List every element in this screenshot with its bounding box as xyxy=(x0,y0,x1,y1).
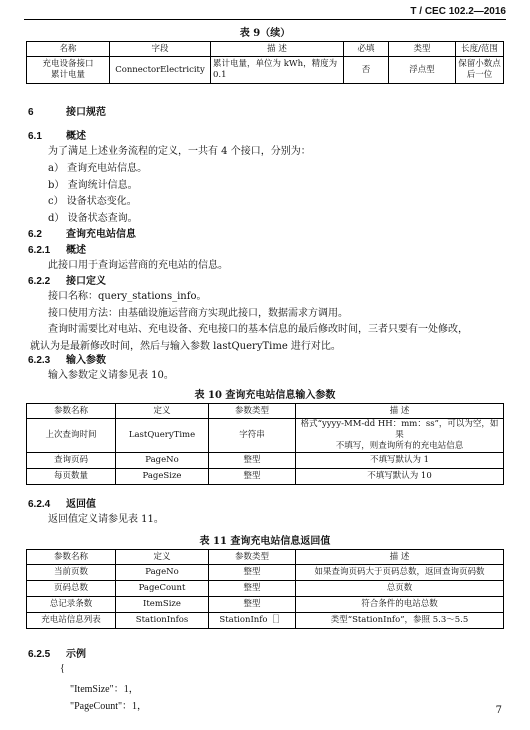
col-header: 描 述 xyxy=(211,42,344,57)
table-row xyxy=(27,453,504,469)
section-number: 6 xyxy=(28,107,34,118)
col-header: 定义 xyxy=(116,404,209,419)
cell: 字符串 xyxy=(209,419,296,453)
table-row xyxy=(27,581,504,597)
table-row xyxy=(27,565,504,581)
cell: PageNo xyxy=(116,453,209,469)
section-6-2-5-heading xyxy=(28,645,86,660)
table10-caption: 表 10 查询充电站信息输入参数 xyxy=(194,390,336,401)
paragraph: 就认为是最新修改时间，然后与输入参数 lastQueryTime 进行对比。 xyxy=(30,341,341,352)
cell: 总记录条数 xyxy=(27,597,116,613)
code-line: { xyxy=(60,663,65,674)
section-number: 6.2.4 xyxy=(28,499,51,510)
section-6-heading xyxy=(28,103,106,118)
cell: 符合条件的电站总数 xyxy=(296,597,504,613)
table10 xyxy=(26,403,504,485)
table9-caption: 表 9（续） xyxy=(239,28,291,39)
paragraph: 输入参数定义请参见表 10。 xyxy=(48,370,174,381)
col-header: 描 述 xyxy=(296,550,504,565)
section-title: 概述 xyxy=(66,245,86,256)
section-number: 6.2 xyxy=(28,229,42,240)
cell: 整型 xyxy=(209,565,296,581)
table-row xyxy=(27,57,504,84)
section-title: 接口规范 xyxy=(66,107,106,118)
section-number: 6.2.5 xyxy=(28,649,51,660)
col-header: 类型 xyxy=(389,42,456,57)
col-header: 参数名称 xyxy=(27,404,116,419)
cell: LastQueryTime xyxy=(116,419,209,453)
section-title: 概述 xyxy=(66,131,86,142)
col-header: 长度/范围 xyxy=(456,42,504,57)
section-title: 示例 xyxy=(66,649,86,660)
section-6-1-heading xyxy=(28,127,86,142)
cell: 否 xyxy=(344,57,389,84)
section-6-2-4-heading xyxy=(28,495,96,510)
section-6-2-2-heading xyxy=(28,272,106,287)
cell: 充电站信息列表 xyxy=(27,613,116,629)
cell: 类型“StationInfo”，参照 5.3～5.5 xyxy=(296,613,504,629)
section-6-2-3-heading xyxy=(28,351,106,366)
cell: StationInfos xyxy=(116,613,209,629)
cell: 上次查询时间 xyxy=(27,419,116,453)
list-item: b） 查询统计信息。 xyxy=(48,180,138,191)
col-header: 定义 xyxy=(116,550,209,565)
table11 xyxy=(26,549,504,629)
cell: 不填写默认为 1 xyxy=(296,453,504,469)
col-header: 描 述 xyxy=(296,404,504,419)
col-header: 名称 xyxy=(27,42,110,57)
section-number: 6.2.2 xyxy=(28,276,51,287)
table9 xyxy=(26,41,504,84)
table11-caption: 表 11 查询充电站信息返回值 xyxy=(199,536,331,547)
section-number: 6.2.3 xyxy=(28,355,51,366)
table-row xyxy=(27,469,504,485)
paragraph: 接口名称：query_stations_info。 xyxy=(48,291,207,302)
section-6-2-heading xyxy=(28,225,136,240)
col-header: 参数类型 xyxy=(209,550,296,565)
cell: 如果查询页码大于页码总数，返回查询页码数 xyxy=(296,565,504,581)
cell: ConnectorElectricity xyxy=(110,57,211,84)
paragraph: 此接口用于查询运营商的充电站的信息。 xyxy=(48,260,228,271)
paragraph: 为了满足上述业务流程的定义，一共有 4 个接口，分别为： xyxy=(48,146,311,157)
paragraph: 查询时需要比对电站、充电设备、充电接口的基本信息的最后修改时间，三者只要有一处修改， xyxy=(48,324,468,335)
table9-header-row xyxy=(27,42,504,57)
cell: PageCount xyxy=(116,581,209,597)
section-6-2-1-heading xyxy=(28,241,86,256)
cell: StationInfo［］ xyxy=(209,613,296,629)
cell: PageSize xyxy=(116,469,209,485)
cell: 格式“yyyy-MM-dd HH：mm：ss”，可以为空，如果 不填写，则查询所有的充电站信息 xyxy=(296,419,504,453)
code-line: "ItemSize"：1， xyxy=(60,684,139,695)
section-title: 返回值 xyxy=(66,499,96,510)
standard-header: T / CEC 102.2—2016 xyxy=(410,6,506,17)
section-number: 6.2.1 xyxy=(28,245,51,256)
cell: 总页数 xyxy=(296,581,504,597)
table-row xyxy=(27,419,504,453)
cell: 整型 xyxy=(209,581,296,597)
col-header: 参数类型 xyxy=(209,404,296,419)
paragraph: 接口使用方法：由基础设施运营商方实现此接口，数据需求方调用。 xyxy=(48,308,348,319)
section-title: 查询充电站信息 xyxy=(66,229,136,240)
col-header: 必填 xyxy=(344,42,389,57)
cell: 保留小数点 后一位 xyxy=(456,57,504,84)
list-item: c） 设备状态变化。 xyxy=(48,196,137,207)
cell: 整型 xyxy=(209,597,296,613)
table10-header-row xyxy=(27,404,504,419)
col-header: 字段 xyxy=(110,42,211,57)
header-rule xyxy=(24,19,506,20)
list-item: a） 查询充电站信息。 xyxy=(48,163,148,174)
cell: ItemSize xyxy=(116,597,209,613)
cell: 每页数量 xyxy=(27,469,116,485)
cell: 累计电量，单位为 kWh，精度为 0.1 xyxy=(211,57,344,84)
cell: 整型 xyxy=(209,453,296,469)
cell: 页码总数 xyxy=(27,581,116,597)
paragraph: 返回值定义请参见表 11。 xyxy=(48,514,164,525)
cell: PageNo xyxy=(116,565,209,581)
list-item: d） 设备状态查询。 xyxy=(48,213,138,224)
cell: 查询页码 xyxy=(27,453,116,469)
cell: 浮点型 xyxy=(389,57,456,84)
table-row xyxy=(27,613,504,629)
cell: 整型 xyxy=(209,469,296,485)
code-line: "PageCount"：1， xyxy=(60,701,148,712)
section-title: 输入参数 xyxy=(66,355,106,366)
section-title: 接口定义 xyxy=(66,276,106,287)
table11-header-row xyxy=(27,550,504,565)
cell: 充电设备接口 累计电量 xyxy=(27,57,110,84)
cell: 不填写默认为 10 xyxy=(296,469,504,485)
cell: 当前页数 xyxy=(27,565,116,581)
section-number: 6.1 xyxy=(28,131,42,142)
table-row xyxy=(27,597,504,613)
col-header: 参数名称 xyxy=(27,550,116,565)
page-number: 7 xyxy=(495,705,502,716)
